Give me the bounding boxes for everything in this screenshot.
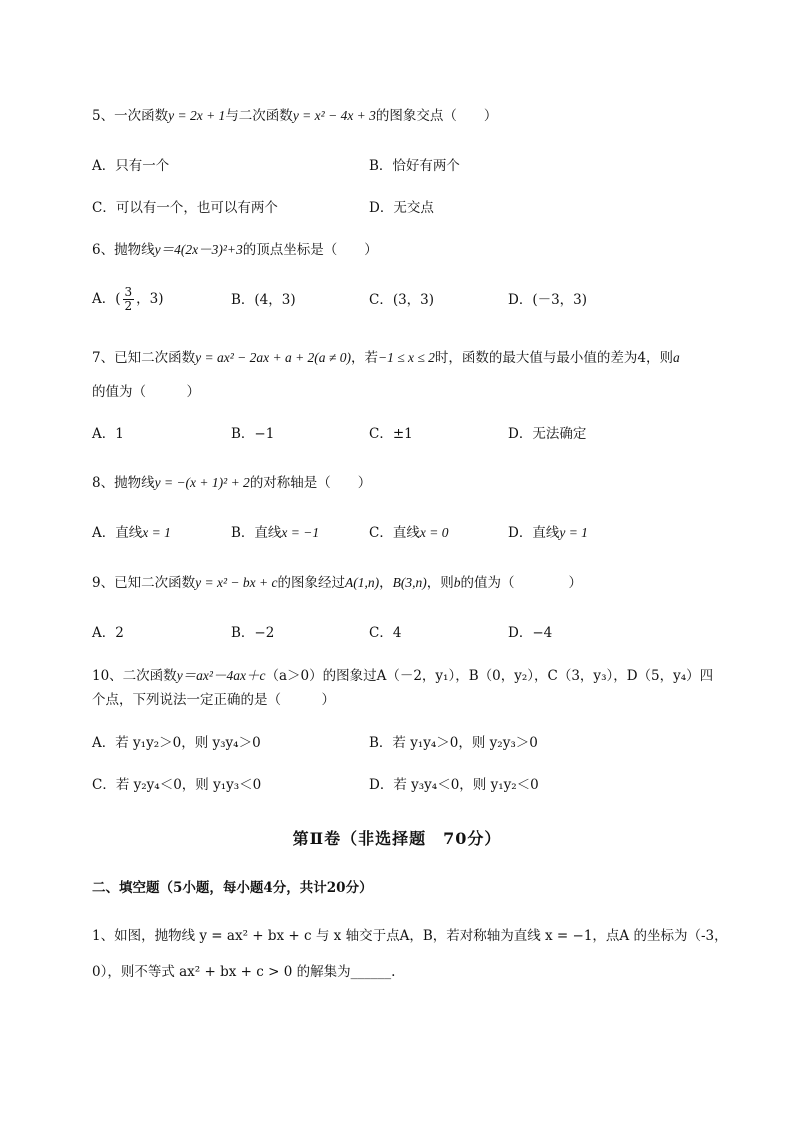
q5-formula-1: y = 2x + 1 bbox=[168, 108, 226, 123]
q10-stem-text: 10、二次函数 bbox=[92, 668, 177, 684]
q10-stem-mid: 的图象过 bbox=[322, 668, 377, 684]
q6-stem-text: 6、抛物线 bbox=[92, 242, 155, 258]
q6-a-fraction bbox=[123, 286, 135, 313]
q10-points: A（－2，y₁），B（0，y₂），C（3，y₃），D（5，y₄）四 bbox=[376, 668, 714, 684]
q7-stem-line2: 的值为（ ） bbox=[92, 384, 200, 400]
q9-stem-then: ，则 bbox=[426, 575, 454, 591]
q9-stem-mid: 的图象经过 bbox=[277, 575, 345, 591]
q8-formula: y = −(x + 1)² + 2 bbox=[154, 475, 250, 490]
q7-stem-mid: ，若 bbox=[350, 350, 378, 366]
q5-formula-2: y = x² − 4x + 3 bbox=[292, 108, 376, 123]
q6-stem bbox=[92, 241, 378, 259]
q6-a-denominator: 2 bbox=[124, 299, 133, 313]
q9-option-b[interactable]: B．−2 bbox=[231, 625, 275, 641]
q8-c-formula: x = 0 bbox=[419, 525, 449, 540]
q5-option-a[interactable]: A．只有一个 bbox=[92, 158, 170, 174]
q8-stem bbox=[92, 474, 371, 492]
q10-option-a[interactable]: A．若 y₁y₂＞0，则 y₃y₄＞0 bbox=[92, 735, 261, 751]
q9-formula: y = x² − bx + c bbox=[195, 575, 278, 590]
q6-a-suffix: ，3) bbox=[136, 291, 164, 307]
q6-option-c[interactable]: C．(3，3) bbox=[369, 292, 435, 308]
q7-stem bbox=[92, 349, 680, 367]
q8-c-label: C．直线 bbox=[369, 525, 420, 541]
q7-option-a[interactable]: A．1 bbox=[92, 426, 124, 442]
q10-stem bbox=[92, 667, 713, 685]
q10-condition: （a＞0） bbox=[265, 668, 323, 684]
q5-stem-end: 的图象交点（ ） bbox=[375, 108, 498, 124]
q10-option-d[interactable]: D．若 y₃y₄＜0，则 y₁y₂＜0 bbox=[369, 777, 539, 793]
part-two-title: 第Ⅱ卷（非选择题 70分） bbox=[292, 829, 502, 848]
q5-stem-text: 5、一次函数 bbox=[92, 108, 169, 124]
q9-option-a[interactable]: A．2 bbox=[92, 625, 124, 641]
q8-b-label: B．直线 bbox=[231, 525, 282, 541]
q9-option-c[interactable]: C．4 bbox=[369, 625, 402, 641]
q5-option-b[interactable]: B．恰好有两个 bbox=[369, 158, 460, 174]
q6-a-numerator: 3 bbox=[124, 285, 133, 299]
q7-stem-end: 时，函数的最大值与最小值的差为4，则 bbox=[434, 350, 673, 366]
q6-stem-end: 的顶点坐标是（ ） bbox=[242, 242, 378, 258]
q6-option-b[interactable]: B．(4，3) bbox=[231, 292, 296, 308]
q9-variable: b bbox=[453, 575, 461, 590]
fill1-line1: 1、如图，抛物线 y = ax² + bx + c 与 x 轴交于点A，B，若对称轴为直线 x = −1，点A 的坐标为（-3， bbox=[92, 928, 728, 944]
q9-option-d[interactable]: D．−4 bbox=[508, 625, 553, 641]
q7-condition: −1 ≤ x ≤ 2 bbox=[377, 350, 435, 365]
q8-d-label: D．直线 bbox=[508, 525, 560, 541]
q7-stem-text: 7、已知二次函数 bbox=[92, 350, 196, 366]
q9-point-b: B(3,n) bbox=[392, 575, 427, 590]
q6-a-prefix: A．( bbox=[92, 291, 121, 307]
q8-stem-text: 8、抛物线 bbox=[92, 475, 155, 491]
q9-stem bbox=[92, 574, 582, 592]
q8-a-formula: x = 1 bbox=[142, 525, 171, 540]
fill1-line2: 0），则不等式 ax² + bx + c > 0 的解集为______. bbox=[92, 964, 396, 980]
q8-option-b[interactable] bbox=[231, 524, 319, 542]
q8-d-formula: y = 1 bbox=[559, 525, 588, 540]
q9-point-a: A(1,n) bbox=[344, 575, 380, 590]
q10-option-b[interactable]: B．若 y₁y₄＞0，则 y₂y₃＞0 bbox=[369, 735, 538, 751]
q7-option-b[interactable]: B．−1 bbox=[231, 426, 275, 442]
q8-b-formula: x = −1 bbox=[281, 525, 320, 540]
q9-stem-text: 9、已知二次函数 bbox=[92, 575, 196, 591]
q8-a-label: A．直线 bbox=[92, 525, 143, 541]
q8-option-c[interactable] bbox=[369, 524, 448, 542]
q7-variable: a bbox=[672, 350, 680, 365]
q8-option-a[interactable] bbox=[92, 524, 171, 542]
q9-stem-end: 的值为（ ） bbox=[460, 575, 582, 591]
q8-stem-end: 的对称轴是（ ） bbox=[249, 475, 372, 491]
q10-formula: y＝ax²－4ax＋c bbox=[176, 668, 266, 683]
q6-option-a[interactable] bbox=[92, 286, 164, 313]
q5-stem-mid: 与二次函数 bbox=[225, 108, 293, 124]
q7-option-c[interactable]: C．±1 bbox=[369, 426, 413, 442]
q5-stem bbox=[92, 107, 497, 125]
q9-separator: ， bbox=[379, 575, 393, 591]
q5-option-c[interactable]: C．可以有一个，也可以有两个 bbox=[92, 200, 278, 216]
q8-option-d[interactable] bbox=[508, 524, 588, 542]
q7-formula: y = ax² − 2ax + a + 2(a ≠ 0) bbox=[195, 350, 351, 365]
q10-option-c[interactable]: C．若 y₂y₄＜0，则 y₁y₃＜0 bbox=[92, 777, 262, 793]
q7-option-d[interactable]: D．无法确定 bbox=[508, 426, 587, 442]
section-heading-fill-in: 二、填空题（5小题，每小题4分，共计20分） bbox=[92, 880, 373, 896]
q10-stem-line2: 个点，下列说法一定正确的是（ ） bbox=[92, 692, 335, 708]
q6-option-d[interactable]: D．(－3，3) bbox=[508, 292, 588, 308]
q5-option-d[interactable]: D．无交点 bbox=[369, 200, 434, 216]
q6-formula: y＝4(2x－3)²+3 bbox=[154, 242, 243, 257]
